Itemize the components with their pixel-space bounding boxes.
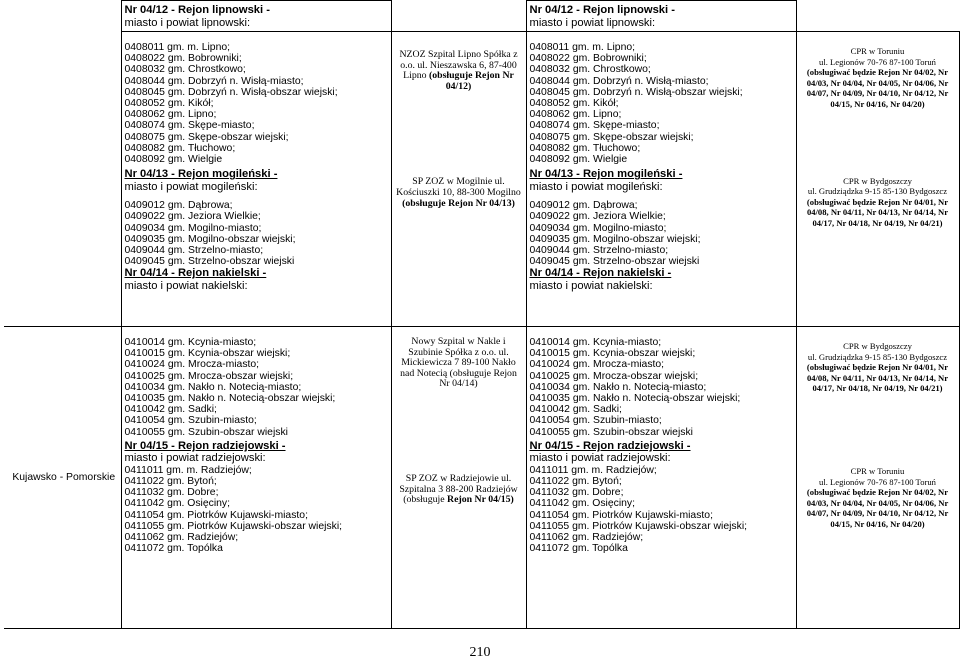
gmina-entry: 0410042 gm. Sadki; <box>529 404 622 416</box>
gmina-entry: 0410025 gm. Mrocza-obszar wiejski; <box>124 370 294 382</box>
gmina-entry: 0408032 gm. Chrostkowo; <box>124 64 246 76</box>
header-left-subtitle: miasto i powiat lipnowski: <box>124 16 251 29</box>
cpr-address: ul. Legionów 70-76 87-100 Toruń <box>819 476 936 487</box>
gmina-entry: 0410042 gm. Sadki; <box>124 404 217 416</box>
rejon13-subtitle: miasto i powiat mogileński: <box>124 180 258 193</box>
districts-table <box>4 0 960 629</box>
gmina-entry: 0410054 gm. Szubin-miasto; <box>529 415 662 427</box>
gminy-list-a <box>530 337 796 438</box>
gmina-entry: 0410034 gm. Nakło n. Notecią-miasto; <box>529 381 707 393</box>
gmina-entry: 0410014 gm. Kcynia-miasto; <box>529 337 662 348</box>
header-left <box>121 1 391 32</box>
rejon14-subtitle: miasto i powiat nakielski: <box>124 279 248 292</box>
header-right <box>526 1 796 32</box>
cpr-address: ul. Grudziądzka 9-15 85-130 Bydgoszcz <box>807 186 948 197</box>
hospitals-column <box>391 32 526 327</box>
cpr-title: CPR w Bydgoszczy <box>843 341 912 351</box>
gmina-entry: 0408044 gm. Dobrzyń n. Wisłą-miasto; <box>124 75 304 87</box>
gmina-entry: 0408044 gm. Dobrzyń n. Wisłą-miasto; <box>529 75 709 87</box>
hospital-serve: (obsługuje Rejon Nr 04/13) <box>402 197 515 209</box>
gminy-column-left <box>121 327 391 629</box>
gmina-entry: 0410055 gm. Szubin-obszar wiejski <box>124 426 288 438</box>
hospital-serve: Rejon Nr 04/15) <box>447 494 514 506</box>
gmina-entry: 0409022 gm. Jeziora Wielkie; <box>124 211 261 223</box>
gmina-entry: 0410025 gm. Mrocza-obszar wiejski; <box>529 370 699 382</box>
gmina-entry: 0411022 gm. Bytoń; <box>529 476 622 488</box>
gmina-entry: 0409044 gm. Strzelno-miasto; <box>124 245 264 257</box>
gmina-entry: 0411055 gm. Piotrków Kujawski-obszar wiejski; <box>529 520 748 532</box>
gminy-list-b <box>125 465 391 555</box>
cpr-column <box>796 327 959 629</box>
cpr-torun <box>800 466 956 530</box>
page-number: 210 <box>469 645 491 660</box>
gmina-entry: 0409044 gm. Strzelno-miasto; <box>529 245 669 257</box>
gminy-list-a <box>125 42 391 165</box>
gmina-entry: 0411042 gm. Osięciny; <box>124 498 231 510</box>
hospital-radziejow <box>396 474 522 506</box>
gmina-entry: 0408022 gm. Bobrowniki; <box>124 53 242 65</box>
gmina-entry: 0408062 gm. Lipno; <box>124 109 217 121</box>
gminy-list-b <box>125 200 391 267</box>
table-row <box>4 32 959 327</box>
rejon15-subtitle: miasto i powiat radziejowski: <box>124 452 266 465</box>
hospital-serve: (obsługuje Rejon Nr 04/12) <box>428 70 514 92</box>
hospital-mogilno <box>396 177 522 209</box>
header-left-title: Nr 04/12 - Rejon lipnowski - <box>124 4 270 16</box>
rejon15-title: Nr 04/15 - Rejon radziejowski - <box>529 439 691 452</box>
gminy-list-a <box>530 42 796 165</box>
rejon13-subtitle: miasto i powiat mogileński: <box>529 180 663 193</box>
gmina-entry: 0410024 gm. Mrocza-miasto; <box>124 359 260 371</box>
gmina-entry: 0409035 gm. Mogilno-obszar wiejski; <box>529 233 701 245</box>
cpr-serve: (obsługiwać będzie Rejon Nr 04/02, Nr 04/03, Nr 04/04, Nr 04/05, Nr 04/06, Nr 04/07, Nr 04/09, Nr 04/10, Nr 04/12, Nr 04/15, Nr 04/16, Nr 04/20) <box>806 67 949 109</box>
gminy-column-right <box>526 32 796 327</box>
gmina-entry: 0411042 gm. Osięciny; <box>529 498 636 510</box>
gmina-entry: 0409012 gm. Dąbrowa; <box>529 200 638 212</box>
cpr-serve: (obsługiwać będzie Rejon Nr 04/01, Nr 04/08, Nr 04/11, Nr 04/13, Nr 04/14, Nr 04/17, Nr 04/18, Nr 04/19, Nr 04/21) <box>806 362 949 394</box>
header-row <box>4 1 959 32</box>
gmina-entry: 0411072 gm. Topólka <box>529 543 628 555</box>
gmina-entry: 0411062 gm. Radziejów; <box>124 532 239 544</box>
rejon15-title: Nr 04/15 - Rejon radziejowski - <box>124 439 286 452</box>
gmina-entry: 0408032 gm. Chrostkowo; <box>529 64 651 76</box>
gmina-entry: 0411072 gm. Topólka <box>124 543 223 555</box>
gminy-column-right <box>526 327 796 629</box>
gmina-entry: 0408022 gm. Bobrowniki; <box>529 53 647 65</box>
header-right-subtitle: miasto i powiat lipnowski: <box>529 16 656 29</box>
gminy-list-b <box>530 200 796 267</box>
gmina-entry: 0408092 gm. Wielgie <box>124 154 223 166</box>
rejon13-title: Nr 04/13 - Rejon mogileński - <box>124 168 278 181</box>
gmina-entry: 0411054 gm. Piotrków Kujawski-miasto; <box>124 509 308 521</box>
cpr-title: CPR w Bydgoszczy <box>843 175 912 186</box>
gmina-entry: 0408075 gm. Skępe-obszar wiejski; <box>124 131 289 143</box>
gmina-entry: 0408074 gm. Skępe-miasto; <box>529 120 660 132</box>
gmina-entry: 0410034 gm. Nakło n. Notecią-miasto; <box>124 381 302 393</box>
gmina-entry: 0408074 gm. Skępe-miasto; <box>124 120 255 132</box>
hospital-lipno <box>396 50 522 92</box>
gmina-entry: 0409012 gm. Dąbrowa; <box>124 200 233 212</box>
cpr-title: CPR w Toruniu <box>850 46 905 56</box>
cpr-title: CPR w Toruniu <box>850 465 905 476</box>
rejon13-title: Nr 04/13 - Rejon mogileński - <box>529 168 683 181</box>
gmina-entry: 0411062 gm. Radziejów; <box>529 532 644 544</box>
gmina-entry: 0411032 gm. Dobre; <box>529 487 624 499</box>
gmina-entry: 0408052 gm. Kikół; <box>124 98 214 110</box>
gmina-entry: 0409034 gm. Mogilno-miasto; <box>124 222 262 234</box>
hospital-name: SP ZOZ w Mogilnie ul. Kościuszki 10, 88-300 Mogilno <box>396 176 521 198</box>
gmina-entry: 0410054 gm. Szubin-miasto; <box>124 415 257 427</box>
rejon14-title: Nr 04/14 - Rejon nakielski - <box>124 267 267 280</box>
gmina-entry: 0410055 gm. Szubin-obszar wiejski <box>529 426 693 438</box>
region-label: Kujawsko - Pomorskie <box>4 327 121 629</box>
hospital-naklo <box>396 337 522 390</box>
cpr-column <box>796 32 959 327</box>
gmina-entry: 0409045 gm. Strzelno-obszar wiejski <box>529 256 700 268</box>
gminy-column-left <box>121 32 391 327</box>
gmina-entry: 0408092 gm. Wielgie <box>529 154 628 166</box>
gmina-entry: 0411032 gm. Dobre; <box>124 487 219 499</box>
rejon15-subtitle: miasto i powiat radziejowski: <box>529 452 671 465</box>
rejon14-subtitle: miasto i powiat nakielski: <box>529 279 653 292</box>
gmina-entry: 0409022 gm. Jeziora Wielkie; <box>529 211 666 223</box>
gmina-entry: 0408045 gm. Dobrzyń n. Wisłą-obszar wiejski; <box>124 86 338 98</box>
hospitals-column <box>391 327 526 629</box>
header-right-title: Nr 04/12 - Rejon lipnowski - <box>529 4 675 16</box>
gmina-entry: 0410014 gm. Kcynia-miasto; <box>124 337 257 348</box>
hospital-serve: (obsługuje Rejon Nr 04/14) <box>439 367 517 390</box>
gmina-entry: 0410035 gm. Nakło n. Notecią-obszar wiejski; <box>529 393 741 405</box>
gmina-entry: 0409045 gm. Strzelno-obszar wiejski <box>124 256 295 268</box>
gmina-entry: 0410035 gm. Nakło n. Notecią-obszar wiejski; <box>124 393 336 405</box>
hospital-name: NZOZ Szpital Lipno Spółka z o.o. ul. Nieszawska 6, 87-400 Lipno <box>399 49 518 82</box>
gmina-entry: 0411055 gm. Piotrków Kujawski-obszar wiejski; <box>124 520 343 532</box>
cpr-bydgoszcz <box>800 341 956 394</box>
gmina-entry: 0410024 gm. Mrocza-miasto; <box>529 359 665 371</box>
gmina-entry: 0411011 gm. m. Radziejów; <box>124 464 252 476</box>
gmina-entry: 0408082 gm. Tłuchowo; <box>529 142 641 154</box>
gmina-entry: 0411022 gm. Bytoń; <box>124 476 217 488</box>
gmina-entry: 0409035 gm. Mogilno-obszar wiejski; <box>124 233 296 245</box>
cpr-serve: (obsługiwać będzie Rejon Nr 04/02, Nr 04/03, Nr 04/04, Nr 04/05, Nr 04/06, Nr 04/07, Nr 04/09, Nr 04/10, Nr 04/12, Nr 04/15, Nr 04/16, Nr 04/20) <box>806 487 949 529</box>
cpr-address: ul. Grudziądzka 9-15 85-130 Bydgoszcz <box>807 351 948 362</box>
gmina-entry: 0408045 gm. Dobrzyń n. Wisłą-obszar wiejski; <box>529 86 743 98</box>
table-row <box>4 327 959 629</box>
hospital-name: SP ZOZ w Radziejowie ul. Szpitalna 3 88-200 Radziejów (obsługuje <box>399 472 518 506</box>
gmina-entry: 0409034 gm. Mogilno-miasto; <box>529 222 667 234</box>
hospital-name: Nowy Szpital w Nakle i Szubinie Spółka z o.o. ul. Mickiewicza 7 89-100 Nakło nad Notecią <box>400 336 516 379</box>
cpr-bydgoszcz <box>800 176 956 229</box>
gminy-list-a <box>125 337 391 438</box>
gmina-entry: 0410015 gm. Kcynia-obszar wiejski; <box>529 348 696 360</box>
rejon14-title: Nr 04/14 - Rejon nakielski - <box>529 267 672 280</box>
cpr-address: ul. Legionów 70-76 87-100 Toruń <box>819 56 936 67</box>
gmina-entry: 0410015 gm. Kcynia-obszar wiejski; <box>124 348 291 360</box>
gmina-entry: 0408062 gm. Lipno; <box>529 109 622 121</box>
gmina-entry: 0408052 gm. Kikół; <box>529 98 619 110</box>
gmina-entry: 0408082 gm. Tłuchowo; <box>124 142 236 154</box>
gmina-entry: 0408011 gm. m. Lipno; <box>124 42 231 53</box>
gmina-entry: 0408011 gm. m. Lipno; <box>529 42 636 53</box>
gmina-entry: 0411011 gm. m. Radziejów; <box>529 464 657 476</box>
cpr-serve: (obsługiwać będzie Rejon Nr 04/01, Nr 04/08, Nr 04/11, Nr 04/13, Nr 04/14, Nr 04/17, Nr 04/18, Nr 04/19, Nr 04/21) <box>806 196 949 228</box>
gmina-entry: 0411054 gm. Piotrków Kujawski-miasto; <box>529 509 713 521</box>
gmina-entry: 0408075 gm. Skępe-obszar wiejski; <box>529 131 694 143</box>
cpr-torun <box>800 46 956 110</box>
gminy-list-b <box>530 465 796 555</box>
